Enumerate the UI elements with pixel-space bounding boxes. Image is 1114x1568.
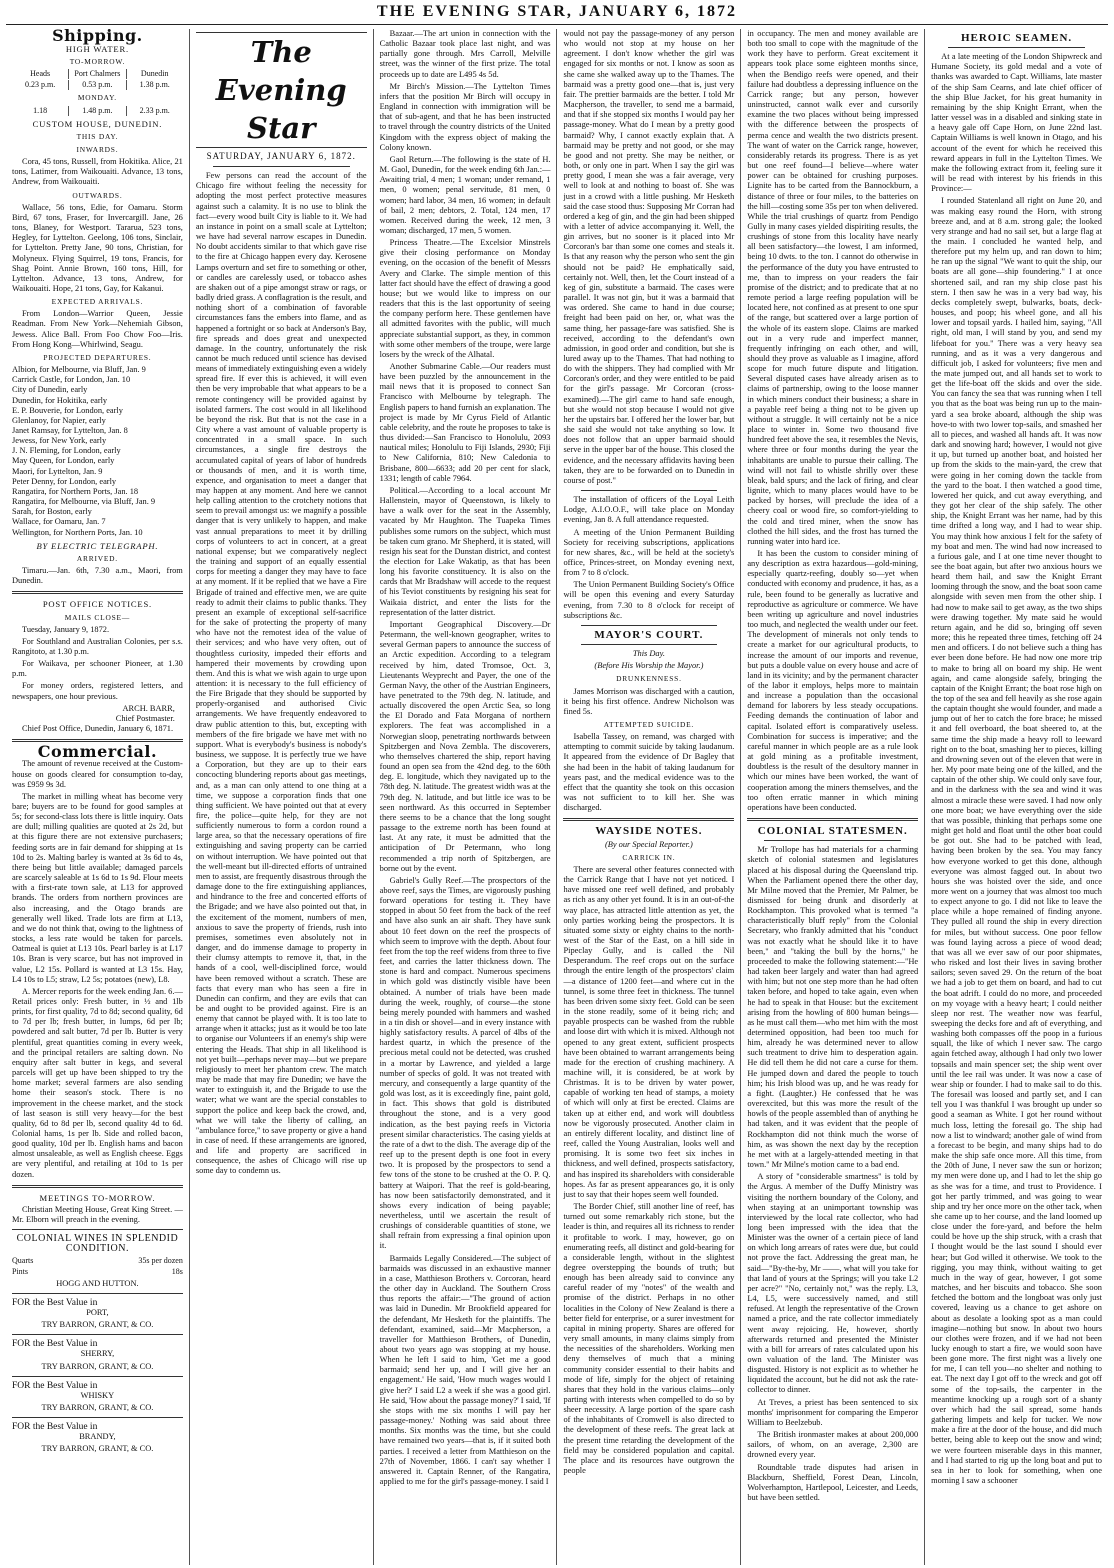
- advert-lead: FOR the Best Value in: [12, 1422, 98, 1433]
- column-3: [374, 29, 558, 1565]
- columns: [6, 29, 1108, 1565]
- wayside-byline: (By our Special Reporter.): [604, 839, 693, 849]
- news-paragraph: I rounded Statenland all right on June 20, and was making easy round the Horn, with strong breeze and, and at 8 a.m. strong gale; the looked very strange and had no sail set, but a large flag at the main. I concluded he wanted help, and therefore put my helm up, and ran down to him; he ran up the signal "We want to quit the ship, our boats are all gone—ship foundering." I at once shortened sail, and ran my ship close past his stern. I then saw he was in a very bad way, his decks completely swept, bulwarks, boats, deck-houses, and poop; his wheel gone, and all his lower and topsail yards. I hailed him, saying, "All right, old man, I will stand by you, and send my lifeboat for you." There was a very heavy sea running, and as it was a very dangerous and difficult job, I asked for volunteers; five men and the mate jumped out, and all hands set to work to get the life-boat off the skids and over the side. You can fancy the sea that was running when I tell you that as the boat was being run up to the main-yard a sea broke aboard, although the ship was hove-to with two lower top-sails, and smashed her all to pieces, and washed all hands aft. It was now dark and snowing hard; however, I would not give it up, but turned up another boat, and hoisted her up from the skids to the main-yard, the crew that were going in her coming down the tackle from the yard to the boat. I then watched a good time, lowered her quick, and cut away everything, and they got her clear of the ship safely. The other ship, the Knight Errant was her name, had by this time drifted a long way, and I had to wear ship. You may think how anxious I felt for the safety of my boat and men. The wind had now increased to a furious gale, and I at one time never thought to see the boat again, but after two anxious hours we heard them hail, and saw the Knight Errant looming through the snow, and the boat soon came alongside with seven men from the other ship. I had now to make sail to get away, as the two ships were drawing together. My mate said he would return again, and he did so, bringing off seven more; this he repeated three times, fetching off 24 men and officers. I do not believe such a thing has ever been done before. He had now one more trip to make to bring all on board my ship. He went again, and came alongside safely, bringing the captain of the Knight Errant; the boat rose high on the top of the sea and fell heavily as she rose again the captain thought she would founder, and made a jump out of her to catch the fore brace; he missed it and fell overboard, the boat sheered to, at the same time the ship made a heavy roll to leeward right on to the boat, smashing her to pieces, killing and drowning seven out of the eleven that were in her. My poor mate being one of the killed, and the captain of the other ship. We could only save four, and in the darkness with the sea and wind it was almost a miracle these were saved. I had now only one more boat; we have everything over the side that was possible, thinking that perhaps some one might get hold and float until the other boat could be got out. She had to be patched with lead, having been broken by the sea. You may fancy how everyone worked to get this done, although everyone was almost fagged out. In about two hours she was hoisted over the side, and once more went on a journey that was almost too much to expect anyone to go. I did not like to leave the place while a hope remained of finding anyone. They pulled all round the ship in every direction for miles, but without success. One poor fellow was found laying across a piece of wood dead; that was all we ever saw of our poor shipmates, who risked and lost their lives in saving brother sailors; seven saved 29. On the return of the boat we had a job to get them on board, and had to cut the boat adrift. I could do no more, and proceeded on my voyage with a heavy heart; I could neither sleep nor rest. The weather now was fearful, sweeping the decks fore and aft of everything, and washing both compasses off the poop in a furious squall, the like of which I never saw. The cargo again fetched away, although I had only two lower topsails and main spencer set; the ship went over until the lee rail was under. It was now a case of wear ship or founder. I had to make sail to do this. The foresail was loosed and partly set, and I can tell you I was thankful I was brought up under so good a seaman as White. I got her round without much loss, letting the foresail go. The ship had now a list to windward; another gale of wind from a forecast to be begin, and many ships had to do make the ship safe once more. All this time, from the 20th of June, I never saw the sun or horizon; my men were done up, and I had to let the ship go as she was for a time, and trust to Providence. I got her partly trimmed, and was going to wear ship and try her once more on the other tack, when she came up to her course, and the land loomed up close under the fore-yard, and before the helm could be hove up the ship struck, with a crash that I thought would be the last sound I should ever hear; but God willed it otherwise. We took to the rigging, you may think, without waiting to get much in the way of gear, however, I got some matches, and her biscuits and tobacco. She soon fetched the bottom and the longboat was only just covered, leaving us a chance to get ashore on about as desolate a looking spot as a man could imagine—nothing but snow. In about two hours our clothes were frozen, and if we had not been lucky enough to start a fire, we would soon have been gone more. The first night was a lively one for me, I can tell you—no shelter and nothing to eat. The next day I got off to the wreck and got off some of the top-sails, the carpenter in the meantime knocking up a rough sort of a shanty over which had the sail spread, some hands gathering limpets and kelp for tucker. We now make a fire at the door of the house, and did much better, being able to keep out the snow and wind; we were fourteen miserable days in this manner, and I had started to rig up the long boat and put to sea in her to look for something, when one morning I saw a schooner: [931, 196, 1102, 1486]
- commercial-paragraph: The amount of revenue received at the Custom-house on goods cleared for consumption to-day, was £959 9s 3d.: [12, 759, 183, 789]
- tide-header: Port Chalmers: [68, 69, 125, 79]
- sherry-advert: [12, 1334, 183, 1371]
- wine-price: 35s per dozen: [138, 1255, 183, 1265]
- shipping-heading: Shipping.: [52, 29, 143, 45]
- column-1: [6, 29, 190, 1565]
- list-item: Wellington, for Northern Ports, Jan. 10: [12, 527, 143, 537]
- list-item: Sarah, for Boston, early: [12, 507, 92, 517]
- court-before: (Before His Worship the Mayor.): [594, 661, 704, 671]
- divider: [581, 625, 718, 626]
- advert-item: WHISKY: [80, 1390, 115, 1400]
- list-item: May Queen, for London, early: [12, 456, 115, 466]
- tide-cell: 2.33 p.m.: [126, 106, 183, 116]
- court-text: Isabella Tassey, on remand, was charged with attempting to commit suicide by taking laudanum. It appeared from the evidence of Dr Bagley that she had been in the habit of taking laudanum for years past, and the medical evidence was to the effect that the quantity she took on this occasion was not sufficient to to kill her. She was discharged.: [563, 732, 735, 813]
- news-paragraph: Roundtable trade disputes had arisen in Blackburn, Sheffield, Forest Dean, Lincoln, Wolverhampton, Hartlepool, Leicester, and Leeds, but have been settled.: [747, 1462, 919, 1503]
- news-paragraph: Princess Theatre.—The Excelsior Minstrels give their closing performance on Monday evening, on the occasion of the benefit of Messrs Avery and Clarke. The simple mention of this latter fact should have the effect of drawing a good house; but we would like to impress on our readers that this is the last opportunity of seeing the company perform here. These gentlemen have all admitted favorites with the public, will much appreciate substantial support, as they, in common with some other members of the troupe, were large losers by the wreck of the Alhatal.: [379, 238, 551, 359]
- advert-lead: FOR the Best Value in: [12, 1380, 98, 1391]
- tide-cell: 0.53 p.m.: [68, 80, 125, 90]
- news-paragraph: The British ironmaster makes at about 200,000 sailors, of whom, on an average, 2,300 are drowned every year.: [747, 1430, 919, 1460]
- customs-heading: CUSTOM HOUSE, DUNEDIN.: [32, 118, 163, 129]
- monday-label: MONDAY.: [77, 93, 117, 103]
- mails-close-label: MAILS CLOSE—: [64, 612, 131, 622]
- news-paragraph: Mr Birch's Mission.—The Lyttelton Times infers that the position Mr Birch will occupy in England in connection with immigration will be that of sub-agent, and that he has been instructed to travel through the country districts of the United Kingdom with the express object of making the Colony known.: [379, 81, 551, 152]
- list-item: Janet Ramsay, for Lyttelton, Jan. 8: [12, 426, 128, 435]
- post-office-dateline: Chief Post Office, Dunedin, January 6, 1871.: [22, 724, 174, 734]
- list-item: Carrick Castle, for London, Jan. 10: [12, 375, 131, 385]
- post-line: For Southland and Australian Colonies, per s.s. Rangitoto, at 1.30 p.m.: [12, 636, 183, 656]
- news-paragraph: The installation of officers of the Loyal Leith Lodge, A.I.O.O.F., will take place on Monday evening, Jan 8. A full attendance requested.: [563, 495, 735, 525]
- meetings-heading: MEETINGS TO-MORROW.: [39, 1192, 156, 1203]
- post-line: For Waikava, per schooner Pioneer, at 1.30 p.m.: [12, 659, 183, 679]
- advert-lead: FOR the Best Value in: [12, 1297, 98, 1308]
- news-paragraph: would not pay the passage-money of any person who would not stop at my house on her agreement. I don't know whether the girl was engaged for six months or not. I know as soon as she came she walked away up to the Thames. The barmaid was a pretty good one—that is, just very fair. The prettier barmaids are the better. I told Mr Macpherson, the traveller, to send me a barmaid, and that if she stopped six months I would pay her passage-money. What do I mean by a pretty good barmaid? Why, I cannot exactly explain that. A barmaid may be pretty and not good, or she may be good and not pretty. She may be neither, or both, or only one in part. When I say the girl was pretty good, I mean she was a fair average, very well to look at and nothing to boast of. She was just in a crowd with a little pushing. Mr Hesketh said the case stood thus: Supposing Mr Corran had ordered a keg of gin, and the gin had been shipped with a letter of advice accompanying it. Well, the gin arrives, but no sooner is it placed into Mr Corcoran's bar than some one comes and steals it. Is that any reason why the person who sent the gin should not be paid? He emphatically said, certainly not. Well, then, let the Court instead of a keg of gin, substitute a barmaid. The cases were parallel. It was not gin, but it was a barmaid that was ordered. She came to hand in due course; freight had been paid on her, or, what was the same thing, her passage-fare was satisfied. She is received, according to the defendant's own admission, in good order and condition, but she is lured away up to the Thames. That had nothing to do with the shippers. They had complied with Mr Corcoran's order, and they were entitled to be paid for the girl's passage. Mr Corcoran (cross-examined).—The girl came to hand safe enough, but she would not stop because I would not give her the upstairs bar. I offered her the lower bar, but she said she would not take anything so low. It does not follow that an upper barmaid should serve in the upper bar of the house. This closed the evidence, and the necessary affidavits having been taken, they are to be forwarded on to Dunedin in course of post.": [563, 29, 735, 485]
- news-paragraph: There are several other features connected with the Carrick Range that I have not yet noticed. I have missed one reef well defined, and probably as rich as any other yet found. It is in an out-of-the way place, has attracted little attention as yet, the only parties working being the prospectors. It is situated some sixty or eighty chains to the north-west of the Star of the East, on a hill side in Pipeclay Gully, and is called the Nil Desperandum. The reef crops out on the surface through the entire length of the prospectors' claim—a distance of 1200 feet—and where cut in the tunnel, is some three feet in thickness. The tunnel has been driven some sixty feet. Gold can be seen in the stone readily, some of it being rich; and payable prospects can be washed from the rubble and loose dirt with which it is mixed. Although not opened to any great extent, sufficient prospects have been obtained to warrant arrangements being made for the erection of crushing machinery. A machine will, it is considered, be at work by Christmas. It is to be driven by water power, capable of working ten head of stamps, a moiety of which will only at first be erected. Claims are taken up at either end, and work will doubtless now be vigorously prosecuted. Another claim in an entirely different locality, and distinct line of reef, called the Young Australian, looks well and promising. It is some two feet six inches in thickness, and well defined, prospects satisfactory, and has inspired its shareholders with considerable hopes. As far as present appearances go, it is only just to say that their hopes seem well founded.: [563, 864, 735, 1199]
- news-paragraph: Barmaids Legally Considered.—The subject of barmaids was discussed in an exhaustive manner in a case, Matthieson Brothers v. Corcoran, heard the other day in Auckland. The Southern Cross thus reports the affair:—"The ground of action was laid in Dunedin. Mr Brookfield appeared for the defendant, Mr Hesketh for the plaintiffs. The defendant, examined, said—Mr Macpherson, a traveller for Matthieson Brothers, of Dunedin, about two years ago was stopping at my house. When he left I said to him, 'Get me a good barmaid; send her up, and I will give her an engagement.' He said, 'How much wages would I give her?' I said L2 a week if she was a good girl. He said, 'How about the passage money?' I said, 'If she stops with me six months I will pay her passage-money.' Nothing was said about three months. Six months was the time, but she could have remained two years—that is, if it suited both parties. I received a letter from Matthieson on the 27th of November, 1866. I can't say whether I answered it. Captain Renner, of the Rangatira, applied to me for the girl's passage-money. I said I: [379, 1253, 551, 1487]
- expected-text: From London—Warrior Queen, Jessie Readman. From New York—Nehemiah Gibson, Jewess. Alice Ball. From Foo Chow Foo—Iris. From Hong Kong—Whirlwind, Seagu.: [12, 309, 183, 349]
- divider: [581, 490, 718, 491]
- drunkenness-heading: DRUNKENNESS.: [616, 674, 682, 684]
- arrived-heading: ARRIVED.: [76, 553, 118, 563]
- inwards-text: Cora, 45 tons, Russell, from Hokitika. Alice, 21 tons, Latimer, from Waikouaiti. Advance, 13 tons, Andrew, from Waikouaiti.: [12, 157, 183, 187]
- news-paragraph: Mr Trollope has had materials for a charming sketch of colonial statesmen and legislatures placed at his disposal during the Queensland trip. When the Parliament opened there the other day, Mr Milne moved that the Premier, Mr Palmer, be dismissed for being drunk and disorderly at Rockhampton. This provoked what is termed "a characteristically bluff reply" from the Colonial Secretary, who frankly admitted that his "conduct was not exactly what he should like it to have been," and "taking the bull by the horns," he proceeded to make the following statement:—"He had taken beer largely and water than had agreed with him; but not one step more than he had often taken before, and hoped to take again, even when he had to speak in that House: but the excitement arising from the howling of 800 human beings—as he must call them—who met him with the most determined opposition, had been too much for him, already he was determined never to allow such treatment to drive him to desperation again. He did tell them he did not care a curse for them. He jumped down and dared the people to touch him; his Irish blood was up, and he was ready for a fight. (Laughter.) He confessed that he was overexcited, but this was more the result of the howls of the people assembled than of anything he had taken, and it was evident that the people of Rockhampton did not think much the worse of him, as was shown the next day by the reception he met with at a largely-attended meeting in that town." Mr Milne's motion came to a bad end.: [747, 845, 919, 1170]
- whisky-advert: [12, 1376, 183, 1413]
- post-line: For money orders, registered letters, and newspapers, one hour previous.: [12, 681, 183, 701]
- divider: [12, 591, 183, 594]
- post-line: Tuesday, January 9, 1872.: [22, 624, 110, 634]
- commercial-heading: Commercial.: [37, 742, 158, 762]
- news-paragraph: The Union Permanent Building Society's Office will be open this evening and every Saturday evening, from 7.30 to 8 o'clock for receipt of subscriptions &c.: [563, 580, 735, 620]
- news-paragraph: A story of "considerable smartness" is told by the Argus. A member of the Duffy Ministry was visiting the northern boundary of the Colony, and when staying at an unimportant township was interviewed by the local rate collector, who had long been impressed with the idea that the Minister was the owner of a certain piece of land on which long arrears of rates were due, but could not prove the fact. Addressing the great man, he said—"By-the-by, Mr ——, what will you take for that land of yours at the Springs; will you take L2 per acre?" "No, certainly not," was the reply. L3, L4, L5, were successively named, and still refused. At length the representative of the Crown named a price, and the rate collector immediately went away rejoicing. He, however, shortly afterwards returned and presented the Minister with a bill for arrears of rates calculated upon his own valuation of the land. The Minister was disgusted. History is not explicit as to whether he liquidated the account, but he did not ask the rate-collector to dinner.: [747, 1172, 919, 1395]
- telegraph-heading: BY ELECTRIC TELEGRAPH.: [36, 540, 159, 551]
- wine-size: Quarts: [12, 1255, 34, 1265]
- suicide-heading: ATTEMPTED SUICIDE.: [603, 720, 695, 729]
- court-text: James Morrison was discharged with a caution, it being his first offence. Andrew Nicholson was fined 5s.: [563, 686, 735, 716]
- news-paragraph: Political.—According to a local account Mr Hallenstein, mayor of Queenstown, is likely to have a walk over for the seat in the Assembly, vacated by Mr Haughton. The Tuapeka Times publishes some rumors on the subject, which must be taken cum grano. Mr Shepherd, it is stated, will resign his seat for the Dunstan district, and contest the election for Lake Wakatip, as that has been long his favorite constituency. It is also on the cards that Mr Bradshaw will accede to the request of his Teviot constituents by resigning his seat for Waikaia district, and enter the lists for the representation of the latter district.: [379, 485, 551, 617]
- list-item: Maori, for Lyttelton, Jan. 9: [12, 466, 103, 476]
- wine-price-row: [12, 1256, 183, 1266]
- leader-paragraph: Few persons can read the account of the Chicago fire without feeling the necessity for adopting the most perfect protective measures against such a calamity. It is no use to blink the fact—every wood built City is liable to it. We had an instance in point on a small scale at Lyttelton; we have had several narrow escapes in Dunedin. No doubt accidents similar to that which gave rise to the fire at Chicago happen every day. Kerosene Lamps overturn and set fire to something or other, or candles are carelessly used, or tobacco ashes are shaken out of a pipe amongst straw or rags, or badly dried grass. A conflagration is the result, and nothing short of a combination of favorable circumstances fans the embers into flame, and as happened a fortnight or so back at Anderson's Bay, fire spreads and does great and unexpected damage. In the country, unfortunately the risk cannot be much reduced until science has devised means of immediately extinguishing even a widely spread fire. If ever this is achieved, it will even then be very improbable that what appears to be a remote contingency will be provided against by isolated farmers. The cost would in all likelihood be beyond the risk. But that is not the case in a City where a vast amount of valuable property is concentrated in a small space. In such circumstances, a single fire destroys the accumulated capital of years of labor of hundreds or thousands of men, and it is worth time, expence, and organisation to meet a danger that may happen at any moment. And here we cannot help calling attention to the crotchety notions that seem to prevail amongst us: we magnify a possible danger that is very unlikely to happen, and make vast annual preparations to meet it by drilling corps of volunteers to act in concert, at a great national expense; but we comparatively neglect the training and support of an equally essential corps for meeting a danger they may have to face at any moment. If it be replied that we have a Fire Brigade of trained and effective men, we are quite ready to admit their claims to public thanks. They present an example of exceptional self-sacrifice for the sake of protecting the property of many who have not the remotest idea of the value of their services; and who have very often, out of thoughtless curiosity, impeded their efforts and hampered their movements by crowding upon them. And this is what we wish again to urge upon attention: it is necessary to the full efficiency of the Fire Brigade that they should be supported by properly-organised and authorised Civic arrangements. We have frequently endeavored to draw public attention to this, but, excepting with members of the fire brigade we have met with no support. What is everybody's business is nobody's business, we suppose. It is perfectly true we have a Corporation, but they are up to their ears concocting blundering reports about gas meetings, and, as a man can only attend to one thing at a time, we suppose a corporation finds that one thing sufficient. We have pointed out that at every fire, the police—quite help, for they are not sufficiently numerous to form a cordon round a large area, so that the necessary operations of fire extinguishing and saving property can be carried on without interruption. We have pointed out that the well-meant but ill-directed efforts of untrained men to assist, are frequently disastrous through the damage done to the fire extinguishing appliances, and hindrance to the free and concerted efforts of the Brigade; and we have also pointed out that, in the excitement of the moment, numbers of men, anxious to save the property of friends, rush into premises, sometimes even absolutely not in danger, and do immense damage to property in their clumsy attempts to remove it, that, in the hands of a cool, well-disciplined force, would have been removed without a scratch. These are facts that every man who has seen a fire in Dunedin can confirm, and they are evils that can be and ought to be provided against. Fire is an enemy that cannot be played with. It is too late to arrange when it attacks; just as it would be too late to organise our Volunteers if an enemy's ship were entering the Heads. That ship in all likelihood is not yet built—perhaps never may—but we prepare religiously to meet her phantom crew. The match may be made that may fire Dunedin; we have the water to extinguish it, and the Brigade to use the water; what we want are the special constables to support the police and keep back the crowd, and, what we will take the liberty of calling, an "ambulance force," to save property or give a hand in case of need. If these arrangements are ignored, and life and property are sacrificed in consequence, the ashes of Chicago will rise up some day to condemn us.: [195, 171, 367, 1176]
- court-heading: MAYOR'S COURT.: [594, 628, 704, 641]
- list-item: E. P. Bouverie, for London, early: [12, 405, 123, 415]
- list-item: Rangatira, for Melbourne, via Bluff, Jan. 9: [12, 497, 156, 507]
- column-5: [741, 29, 925, 1565]
- list-item: Albion, for Melbourne, via Bluff, Jan. 9: [12, 365, 146, 375]
- divider: [764, 840, 901, 841]
- wine-advert-title: COLONIAL WINES IN SPLENDID CONDITION.: [16, 1233, 179, 1255]
- news-paragraph: At Treves, a priest has been sentenced to six months' imprisonment for comparing the Emperor William to Beelzebub.: [747, 1397, 919, 1427]
- port-advert: [12, 1293, 183, 1330]
- tide-cell: 0.23 p.m.: [25, 80, 56, 90]
- news-paragraph: Gaol Return.—The following is the state of H. M. Gaol, Dunedin, for the week ending 6th Jan.:—Awaiting trial, 4 men; 1 woman; under remand, 1 men, 0 women; penal servitude, 81 men, 0 women; hard labor, 34 men, 16 women; in default of bail, 2 men; debtors, 2. Total, 124 men, 17 women. Received during the week, 12 men, 3 woman; discharged, 17 men, 5 women.: [379, 154, 551, 235]
- outwards-text: Wallace, 56 tons, Edie, for Oamaru. Storm Bird, 67 tons, Fraser, for Invercargill. Jane, 26 tons, Blaney, for Westport. Tararua, 523 tons, Hegley, for Lyttelton. Geelong, 106 tons, Sinclair, for Lyttelton. Pretty Jane, 90 tons, Christian, for Molyneux. Flying Squirrel, 19 tons, Francis, for Shag Point. Annie Brown, 160 tons, Hill, for Lyttelton. Advance, 13 tons, Andrew, for Waikouaiti. Hope, 21 tons, Gay, for Kakanui.: [12, 202, 183, 293]
- divider: [581, 644, 718, 645]
- advert-firm: TRY BARRON, GRANT, & CO.: [41, 1320, 154, 1330]
- expected-heading: EXPECTED ARRIVALS.: [51, 297, 144, 307]
- tide-header: Heads: [30, 69, 51, 79]
- news-paragraph: in occupancy. The men and money available are both too small to cope with the magnitude of the work they have to perform. Great excitement it appears took place some eighteen months since, when the Bendigo reefs were opened, and their failure had doubtless a depressing influence on the Carrick range; but any person, however uninstructed, cannot walk ever and cursorily examine the two places without being impressed with the difference between the prospects of perma cence and wealth the two districts present. The want of water on the Carrick range, however, considerably retards its progress. There is as yet but one reef found—I believe—where water power can be obtained for crushing purposes. Lignite has to be carted from the Bannockburn, a distance of three or four miles, to the batteries on the hill—costing some 35s per ton when delivered. While the trial crushings of quartz from Pendigo Gully in many cases yielded dispiriting results, the crushings of stone from this locality have nearly all been satisfactory—the lowest, I am informed, being 10 dwts. to the ton. I cannot do otherwise in the performance of the duty you have entrusted to me, than to impress on your readers the fair promise of the district; and to predicate that at no remote period a large reefing population will be located here, not confined as at present to one spur of the range, but scattered over a large portion of the whole of its eastern slope. Claims are marked out in a very rude and imperfect manner, frequently infringing on each other, and will, should they prove as valuable as I imagine, afford scope for much future dispute and litigation. Several disputed cases have already arisen as to claims of partnership, owing to the loose manner in which miners conduct their business; a share in a payable reef being a thing not to be given up without a struggle. It will certainly not be a nice place to winter in. Some two thousand five hundred feet above the sea, it resembles the Nevis, where three or four months during the year the inhabitants are unable to pursue their calling. The wind will not fail to whistle shrilly over these bleak, bald spurs; and the lack of firing, and clear lignite, which to many places would have to be packed by horses, will preclude the idea of a cheery coal or wood fire, so comfort-yielding to the cold and tired miner, when the snow has clothed the hill sides, and the frost has turned the running water into hard ice.: [747, 29, 919, 546]
- divider: [563, 818, 734, 821]
- wayside-heading: WAYSIDE NOTES.: [595, 825, 703, 838]
- tide-header-row: [12, 69, 183, 79]
- list-item: Wallace, for Oamaru, Jan. 7: [12, 517, 106, 527]
- outwards-heading: OUTWARDS.: [72, 190, 123, 200]
- carrick-heading: CARRICK IN.: [622, 852, 676, 862]
- divider: [12, 1185, 183, 1188]
- advert-lead: FOR the Best Value in: [12, 1339, 98, 1350]
- tide-row: [12, 106, 183, 116]
- projected-heading: PROJECTED DEPARTURES.: [43, 352, 152, 362]
- heroic-heading: HEROIC SEAMEN.: [960, 32, 1073, 44]
- colonial-heading: COLONIAL STATESMEN.: [757, 825, 908, 838]
- paper-date: SATURDAY, JANUARY 6, 1872.: [206, 151, 356, 161]
- column-4: [557, 29, 741, 1565]
- commercial-paragraph: A. Mercer reports for the week ending Jan. 6.—Retail prices only: Fresh butter, in ½ and 1lb prints, for first quality, 7d to 8d; second quality, 6d to 7d per lb; fresh butter, in lumps, 6d per lb; powdered and salt butter, 7d per lb. Butter is very plentiful, great quantities coming in every week, and the principal retailers are salting down. No enquiry after salt butter in kegs, and several parcels will get up have been shipped to try the home market; several farmers are also sending home their season's stock. There is no improvement in the cheese market, and the stock of last season is still very heavy—for the best quality, 6d to 8d per lb, second quality 4d to 6d. Colonial hams, 1s per lb. Side and rolled bacon, good quality, 10d per lb. English hams and bacon almost unsaleable, as well as English cheese. Eggs are very plentiful, and retailing at 10d to 1s per dozen.: [12, 986, 183, 1179]
- list-item: City of Dunedin, early: [12, 385, 88, 395]
- high-water-heading: HIGH WATER.: [65, 44, 129, 55]
- arrived-text: Timaru.—Jan. 6th, 7.30 a.m., Maori, from Dunedin.: [12, 566, 183, 586]
- commercial-paragraph: The market in milling wheat has become very bare; buyers are to be found for good samples at 5s; for second-class lots there is little inquiry. Oats are dull; milling qualities are quoted at 2s 2d, but at this figure there are not extensive purchasers; feeding sorts are in fair demand for shipping at 1s 10d to 2s. Malting barley is wanted at 3s 6d to 4s, there being but little available; damaged parcels are scarcely saleable at 1s 6d to 1s 9d. Flour meets with a first-rate town sale, at L13 for approved brands. The orders from northern provinces are also increasing, and the Otago brands are generally well liked. Trade lots are firm at L13, and we do not think that, owing to the lightness of stocks, a less rate would be taken for parcels. Oatmeal is quiet at L13 10s. Pearl barley is at L17 10s. Bran is very scarce, but has not improved in value, L2 15s. Pollard is wanted at L3 15s. Hay, L4 10s to L5; straw, L2 5s; potatoes (new), L8.: [12, 791, 183, 984]
- divider: [213, 166, 350, 167]
- divider: [747, 818, 918, 821]
- this-day-label: THIS DAY.: [76, 131, 119, 141]
- wine-price-row: [12, 1267, 183, 1277]
- advert-item: PORT,: [86, 1307, 109, 1317]
- list-item: Dunedin, for Hokitika, early: [12, 395, 108, 405]
- projected-list: [12, 365, 183, 538]
- list-item: Glenlanoy, for Napier, early: [12, 415, 106, 425]
- news-paragraph: At a late meeting of the London Shipwreck and Humane Society, its gold medal and a vote of thanks was awarded to Capt. Williams, late master of the ship Sam Cearns, and late chief officer of the ship Blue Jacket, for his great humanity in remaining by the ship Knight Errant, when the latter vessel was in a disabled and sinking state in a heavy gale off Cape Horn, on June 22nd last. Captain Williams is well known in Otago, and his account of the event for which he received this reward appears in full in the Lyttelton Times. We make the following extract from it, feeling sure it will be read with interest by his friends in this Province:—: [931, 52, 1102, 194]
- advert-item: BRANDY,: [79, 1432, 116, 1442]
- masthead: THE EVENING STAR, JANUARY 6, 1872: [6, 0, 1108, 25]
- news-paragraph: Gabriel's Gully Reef.—The prospectors of the above reef, says the Times, are vigorously pushing forward operations for testing it. They have stopped in about 50 feet from the back of the reef and have also sunk an air shaft. They have sunk about 10 feet down on the reef the prospects of which seem to improve with the depth. About four feet from the top the reef widens from three to five feet, and carries the latter thickness down. The stone is hard and compact. Numerous specimens in which gold was distinctly visible have been obtained. A number of trials have been made during the week, roughly, of course—the stone being merely pounded with hammers and washed in a tin dish or shovel—and in every instance with highly satisfactory results. A parcel of 4lbs of the hardest quartz, in which the presence of the precious metal could not be detected, was crushed in a mortar by Lawrence, and yielded a large number of specks of gold. It was not treated with mercury, and consequently a large quantity of the gold was lost, as it is exceedingly fine, paint gold, in fact. This shows that gold is distributed throughout the stone, and is a very good indication, as the best paying reefs in Victoria present similar characteristics. The casing yields at the rate of a dwt to the dish. The average dip of the reef up to the present depth is one foot in every two. It is proposed by the prospectors to send a few tons of the stone to be crushed at the O. P. Q. battery at Waipori. That the reef is gold-bearing, has now been satisfactorily demonstrated, and it shows every indication of being payable; nevertheless, until we ascertain the result of crushings of considerable quantities of stone, we shall refrain from expressing a final opinion upon it.: [379, 875, 551, 1251]
- tide-cell: 1.18: [33, 105, 48, 115]
- news-paragraph: A meeting of the Union Permanent Building Society for receiving subscriptions, applications for new shares, &c., will be held at the society's office, Princes-street, on Monday evening next, from 7 to 8 o'clock.: [563, 527, 735, 578]
- news-paragraph: It has been the custom to consider mining of any description as extra hazardous—gold-mining, especially quartz-reefing, doubly so—yet when conducted with economy and prudence, it has, as a rule, been found to be generally as lucrative and reproductive as agriculture or commerce. We have been writing up agriculture and novel industries too much, and neglected the wealth under our feet. The development of minerals not only tends to create a market for our agricultural products, to increase the amount of our imports and revenue, but puts a double value on every house and acre of land in its vicinity; and by the permanent character of the labor it employs, helps more to maintain and increase a population than the occasional demand for laborers by less steady occupations. Feeding demands the continuation of labor and capital. Isolated effort is comparatively useless. Combination for success is imperative; and the careful manner in which people are as a rule look at gold mining as a profitable investment, doubtless is the result of the desultory manner in which our mines have been worked, the want of cooperation among the miners themselves, and the too often erratic manner in which mining operations have been conducted.: [747, 548, 919, 812]
- wine-firm: HOGG AND HUTTON.: [56, 1278, 139, 1288]
- wine-advert: [12, 1229, 183, 1288]
- advert-firm: TRY BARRON, GRANT, & CO.: [41, 1402, 154, 1412]
- meetings-text: Christian Meeting House, Great King Street. —Mr. Elborn will preach in the evening.: [12, 1204, 183, 1225]
- wine-size: Pints: [12, 1266, 29, 1276]
- advert-firm: TRY BARRON, GRANT, & CO.: [41, 1361, 154, 1371]
- news-paragraph: Bazaar.—The art union in connection with the Catholic Bazaar took place last night, and was partially gone through. Mrs Carroll, Melville street, was the winner of the first prize. The total proceeds up to date are L495 4s 5d.: [379, 29, 551, 79]
- advert-item: SHERRY,: [80, 1349, 115, 1359]
- post-office-heading: POST OFFICE NOTICES.: [42, 599, 153, 610]
- news-paragraph: Important Geographical Discovery.—Dr Petermann, the well-known geographer, writes to several German papers to announce the success of an Arctic expedition. According to a telegram received by him, dated Tromsoe, Oct. 3, Lieutenants Weyprecht and Payer, the one of the German Navy, the other of the Austrian Engineers, have penetrated to the 79th deg. N. latitude, and actually discovered the open Arctic Sea, so long the El Dorado and Fata Morgana of northern explorers. The feat was accomplished in a Norwegian sloop, penetrating northwards between Spitzbergen and Nova Zembla. The discoverers, who themselves chartered the ship, report having found an open sea from the 42nd deg. to the 60th deg. E. longitude, which they navigated up to the 78th deg. N. latitude. The greatest width was at the 79th deg. N. latitude, and but little ice was to be seen northward. As this occurred in September there seems to be a chance that the long sought passage to the extreme north has been found at last. At any rate, it must be admitted that the anticipation of Dr Petermann, who long recommended a trip north of Spitzbergen, are borne out by the event.: [379, 619, 551, 873]
- brandy-advert: [12, 1417, 183, 1454]
- list-item: Rangatira, for Northern Ports, Jan. 18: [12, 486, 139, 496]
- column-6: [925, 29, 1108, 1565]
- divider: [948, 47, 1085, 48]
- tide-header: Dunedin: [126, 69, 183, 79]
- court-day: This Day.: [632, 649, 665, 659]
- paper-title: The Evening Star: [196, 32, 367, 148]
- tide-cell: 1.38 p.m.: [126, 80, 183, 90]
- list-item: Jewess, for New York, early: [12, 436, 107, 446]
- postmaster-title: Chief Postmaster.: [115, 713, 175, 723]
- news-paragraph: Another Submarine Cable.—Our readers must have been puzzled by the announcement in the mail news that it is proposed to connect San Francisco with Melbourne by telegraph. The English papers to hand furnish an explanation. The project is made by Mr Cyrus Field of Atlantic cable celebrity, and the route he proposes to take is thus divided:—San Francisco to Honolulu, 2093 nautical miles; Honolulu to Fiji Islands, 2930; Fiji to New California, 810; New Caledonia to Brisbane, 800—6633; add 20 per cent for slack, 1331; length of cable 7964.: [379, 362, 551, 483]
- tide-row: [12, 80, 183, 90]
- tomorrow-label: TO-MORROW.: [69, 57, 126, 67]
- wine-price: 18s: [171, 1266, 183, 1276]
- tide-cell: 1.48 p.m.: [68, 106, 125, 116]
- postmaster-name: ARCH. BARR,: [122, 703, 175, 713]
- column-2: [190, 29, 374, 1565]
- advert-firm: TRY BARRON, GRANT, & CO.: [41, 1444, 154, 1454]
- inwards-heading: INWARDS.: [76, 144, 119, 154]
- list-item: J. N. Fleming, for London, early: [12, 446, 121, 456]
- list-item: Peter Denny, for London, early: [12, 476, 117, 486]
- news-paragraph: The Border Chief, still another line of reef, has turned out some remarkably rich stone, but the leader is thin, and requires all its richness to render it profitable to work. I may, however, go on enumerating reefs, all distinct and gold-bearing for a considerable length, without in the slightest degree overstepping the bounds of truth; but enough has been already said to convince any careful reader of my "notes" of the wealth and promise of the district. Perhaps in no other localities in the Colony of New Zealand is there a better field for enterprise, or a surer investment for capital in mining property. Shares are offered for very small amounts, in many claims simply from the necessities of the shareholders. Working men deny themselves of much that a mining community consider essential to their habits and mode of life, simply for the object of retaining shares that they hold in the various claims—only parting with interests when compelled to do so by sheer necessity. A large portion of the spare cash of the inhabitants of Cromwell is also directed to the development of these reefs. The great lack at the present time retarding the development of the field may be considered population and capital. The place and its resources have outgrown the people: [563, 1202, 735, 1476]
